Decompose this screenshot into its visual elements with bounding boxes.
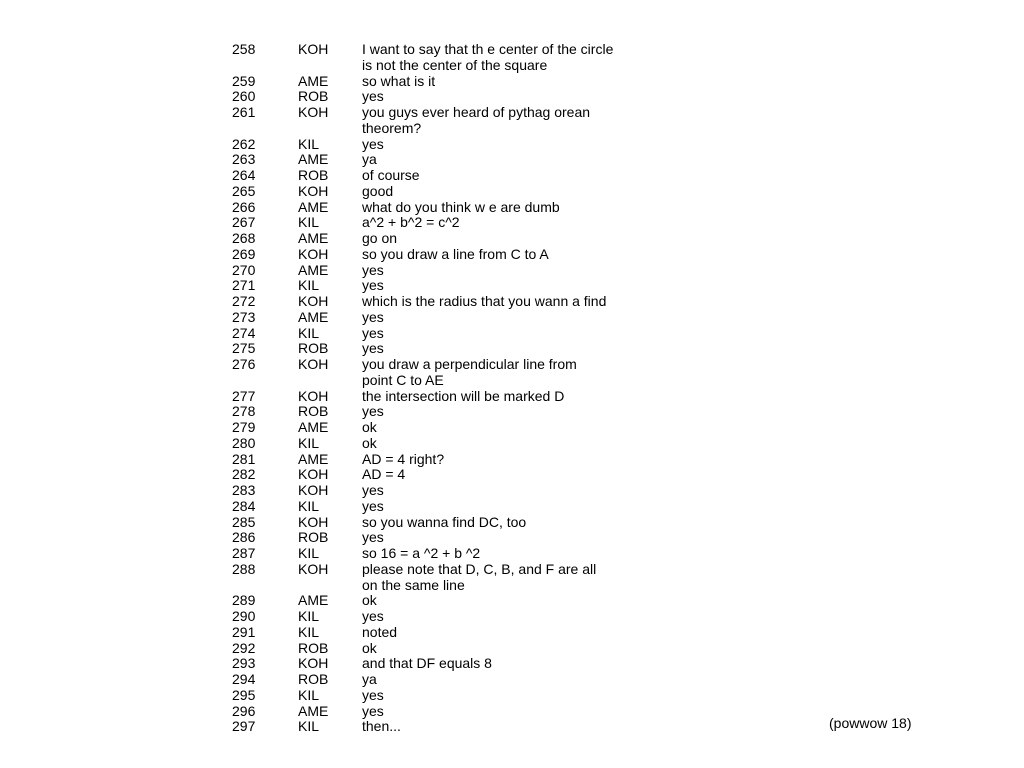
transcript-line <box>232 420 712 436</box>
transcript-line <box>232 184 712 200</box>
line-number: 294 <box>232 671 256 687</box>
utterance-text: ya <box>362 151 377 168</box>
line-number: 260 <box>232 88 256 105</box>
speaker-id: AME <box>298 261 329 278</box>
transcript-line <box>232 105 712 137</box>
speaker-id: KOH <box>298 560 329 577</box>
line-number: 273 <box>232 308 256 325</box>
transcript-line <box>232 294 712 310</box>
speaker-id: ROB <box>298 529 329 546</box>
line-number: 290 <box>232 608 256 624</box>
speaker-id: KOH <box>298 466 329 483</box>
line-number: 263 <box>232 151 256 168</box>
transcript-line <box>232 89 712 105</box>
line-number: 266 <box>232 198 256 215</box>
line-number: 276 <box>232 356 256 372</box>
line-number: 270 <box>232 261 256 278</box>
line-number: 296 <box>232 702 256 719</box>
speaker-id: KOH <box>298 182 329 199</box>
utterance-text: so you wanna find DC, too <box>362 513 527 530</box>
utterance-text: ya <box>362 671 377 687</box>
line-number: 262 <box>232 135 256 152</box>
speaker-id: KIL <box>298 623 320 640</box>
transcript-line <box>232 562 712 594</box>
speaker-id: KOH <box>298 655 329 672</box>
line-number: 261 <box>232 104 256 120</box>
line-number: 289 <box>232 592 256 609</box>
utterance-text: what do you think w e are dumb <box>362 198 560 215</box>
line-number: 292 <box>232 639 256 656</box>
line-number: 286 <box>232 529 256 546</box>
line-number: 277 <box>232 387 256 404</box>
speaker-id: KIL <box>298 718 320 735</box>
speaker-id: AME <box>298 72 329 89</box>
transcript-line <box>232 499 712 515</box>
line-number: 282 <box>232 466 256 483</box>
line-number: 274 <box>232 324 256 341</box>
line-number: 278 <box>232 403 256 420</box>
line-number: 264 <box>232 167 256 183</box>
utterance-text: yes <box>362 277 384 294</box>
speaker-id: ROB <box>298 340 329 357</box>
utterance-text: yes <box>362 135 384 152</box>
line-number: 267 <box>232 214 256 231</box>
line-number: 258 <box>232 41 256 57</box>
utterance-text: good <box>362 182 394 199</box>
utterance-text: the intersection will be marked D <box>362 387 565 404</box>
transcript-line <box>232 515 712 531</box>
speaker-id: KOH <box>298 41 329 57</box>
utterance-text: AD = 4 right? <box>362 450 445 467</box>
line-number: 271 <box>232 277 256 294</box>
line-number: 280 <box>232 434 256 451</box>
transcript-line <box>232 404 712 420</box>
transcript-line <box>232 357 712 389</box>
line-number: 291 <box>232 623 256 640</box>
line-number: 293 <box>232 655 256 672</box>
transcript-line <box>232 341 712 357</box>
utterance-text: go on <box>362 230 398 246</box>
utterance-text: of course <box>362 167 420 183</box>
utterance-text: then... <box>362 718 401 735</box>
speaker-id: AME <box>298 592 329 609</box>
utterance-text: ok <box>362 639 377 656</box>
utterance-text: please note that D, C, B, and F are all on the same line <box>362 560 597 593</box>
transcript-line <box>232 672 712 688</box>
transcript-line <box>232 215 712 231</box>
transcript-line <box>232 719 712 735</box>
line-number: 283 <box>232 482 256 498</box>
utterance-text: yes <box>362 88 384 105</box>
transcript-line <box>232 436 712 452</box>
speaker-id: KIL <box>298 545 320 561</box>
transcript-line <box>232 247 712 263</box>
utterance-text: yes <box>362 308 384 325</box>
line-number: 288 <box>232 560 256 577</box>
speaker-id: KIL <box>298 686 320 703</box>
transcript-line <box>232 42 712 74</box>
transcript-line <box>232 278 712 294</box>
speaker-id: ROB <box>298 639 329 656</box>
speaker-id: KOH <box>298 104 329 120</box>
utterance-text: you draw a perpendicular line from point C to AE <box>362 356 577 388</box>
transcript-line <box>232 152 712 168</box>
utterance-text: so you draw a line from C to A <box>362 245 549 262</box>
utterance-text: I want to say that th e center of the circle is not the center of the square <box>362 41 614 73</box>
transcript-line <box>232 688 712 704</box>
speaker-id: KOH <box>298 245 329 262</box>
transcript-line <box>232 389 712 405</box>
line-number: 279 <box>232 419 256 435</box>
speaker-id: AME <box>298 230 329 246</box>
utterance-text: yes <box>362 324 384 341</box>
utterance-text: yes <box>362 403 384 420</box>
transcript-line <box>232 200 712 216</box>
utterance-text: yes <box>362 686 384 703</box>
line-number: 287 <box>232 545 256 561</box>
speaker-id: ROB <box>298 88 329 105</box>
utterance-text: ok <box>362 592 377 609</box>
speaker-id: KIL <box>298 135 320 152</box>
speaker-id: AME <box>298 702 329 719</box>
utterance-text: yes <box>362 482 384 498</box>
speaker-id: KOH <box>298 387 329 404</box>
utterance-text: yes <box>362 497 384 514</box>
transcript-line <box>232 625 712 641</box>
transcript-line <box>232 483 712 499</box>
transcript-line <box>232 704 712 720</box>
transcript-line <box>232 609 712 625</box>
line-number: 268 <box>232 230 256 246</box>
speaker-id: KOH <box>298 356 329 372</box>
speaker-id: KIL <box>298 434 320 451</box>
transcript-line <box>232 467 712 483</box>
speaker-id: AME <box>298 198 329 215</box>
line-number: 284 <box>232 497 256 514</box>
utterance-text: a^2 + b^2 = c^2 <box>362 214 460 231</box>
speaker-id: ROB <box>298 671 329 687</box>
utterance-text: and that DF equals 8 <box>362 655 492 672</box>
speaker-id: ROB <box>298 167 329 183</box>
speaker-id: KIL <box>298 497 320 514</box>
line-number: 285 <box>232 513 256 530</box>
speaker-id: AME <box>298 151 329 168</box>
transcript-line <box>232 546 712 562</box>
transcript-line <box>232 137 712 153</box>
speaker-id: ROB <box>298 403 329 420</box>
line-number: 265 <box>232 182 256 199</box>
utterance-text: which is the radius that you wann a find <box>362 293 607 309</box>
line-number: 272 <box>232 293 256 309</box>
utterance-text: yes <box>362 608 384 624</box>
speaker-id: KIL <box>298 324 320 341</box>
transcript-line <box>232 168 712 184</box>
speaker-id: KOH <box>298 482 329 498</box>
utterance-text: you guys ever heard of pythag orean theorem? <box>362 104 591 136</box>
utterance-text: yes <box>362 529 384 546</box>
transcript-line <box>232 530 712 546</box>
line-number: 259 <box>232 72 256 89</box>
speaker-id: KOH <box>298 293 329 309</box>
utterance-text: ok <box>362 434 377 451</box>
utterance-text: AD = 4 <box>362 466 406 483</box>
transcript-line <box>232 263 712 279</box>
transcript-line <box>232 74 712 90</box>
speaker-id: KOH <box>298 513 329 530</box>
transcript-line <box>232 310 712 326</box>
line-number: 275 <box>232 340 256 357</box>
speaker-id: AME <box>298 419 329 435</box>
utterance-text: noted <box>362 623 398 640</box>
line-number: 297 <box>232 718 256 735</box>
line-number: 281 <box>232 450 256 467</box>
transcript-line <box>232 326 712 342</box>
transcript <box>232 42 712 735</box>
utterance-text: ok <box>362 419 377 435</box>
utterance-text: so what is it <box>362 72 436 89</box>
utterance-text: yes <box>362 702 384 719</box>
transcript-line <box>232 656 712 672</box>
utterance-text: yes <box>362 340 384 357</box>
line-number: 269 <box>232 245 256 262</box>
line-number: 295 <box>232 686 256 703</box>
transcript-line <box>232 452 712 468</box>
speaker-id: AME <box>298 450 329 467</box>
source-label: (powwow 18) <box>829 715 912 731</box>
transcript-line <box>232 593 712 609</box>
speaker-id: AME <box>298 308 329 325</box>
speaker-id: KIL <box>298 214 320 231</box>
transcript-line <box>232 641 712 657</box>
utterance-text: yes <box>362 261 384 278</box>
utterance-text: so 16 = a ^2 + b ^2 <box>362 545 481 561</box>
speaker-id: KIL <box>298 608 320 624</box>
transcript-line <box>232 231 712 247</box>
speaker-id: KIL <box>298 277 320 294</box>
